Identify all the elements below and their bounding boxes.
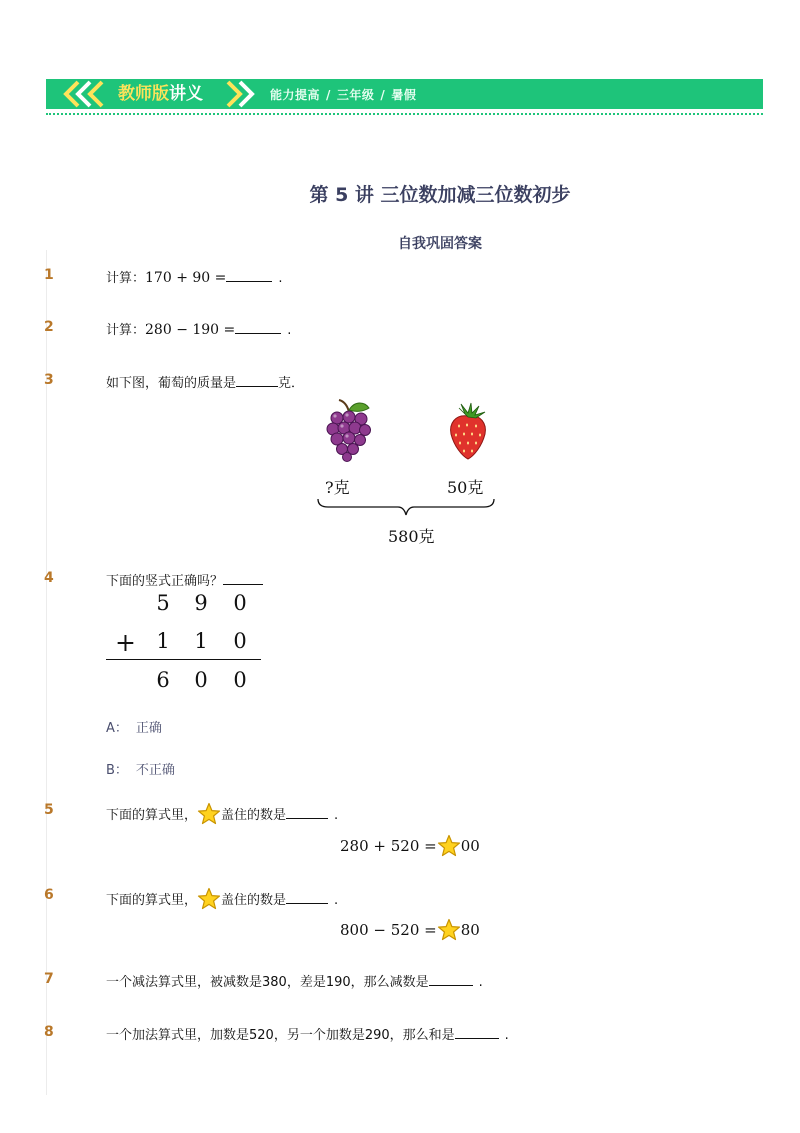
section-title: 自我巩固答案 [398, 236, 482, 252]
question-text-tail: 克． [278, 376, 305, 391]
question-number: 6 [44, 887, 54, 903]
question-suffix: . [334, 808, 339, 823]
star-icon [197, 887, 221, 911]
vertical-digit: 1 [194, 629, 208, 653]
vertical-digit: 0 [233, 629, 247, 653]
equation [340, 918, 480, 942]
page-title: 第 5 讲 三位数加减三位数初步 [309, 184, 571, 206]
question-suffix: . [278, 271, 283, 286]
header-divider [46, 113, 763, 115]
question-text: 一个加法算式里，加数是520，另一个加数是290，那么和是 [106, 1028, 455, 1043]
vertical-sum-line [106, 659, 261, 660]
question-text: 如下图，葡萄的质量是 [106, 376, 237, 391]
question-text: 下面的竖式正确吗？ [106, 574, 224, 589]
star-icon [437, 918, 461, 942]
strawberry-icon [447, 402, 489, 460]
answer-blank [223, 584, 263, 585]
question-text-tail: 盖住的数是 [221, 808, 287, 823]
question-2 [106, 319, 291, 338]
handout-badge [118, 82, 203, 106]
vertical-digit: 0 [194, 668, 208, 692]
question-prefix: 计算： [106, 323, 146, 338]
breadcrumb [270, 86, 416, 103]
answer-blank [286, 903, 328, 904]
vertical-digit: 0 [233, 668, 247, 692]
question-number: 4 [44, 570, 54, 586]
equation-left: 800 − 520 = [340, 921, 437, 939]
breadcrumb-separator: / [326, 88, 331, 102]
total-brace [316, 497, 496, 519]
answer-blank [235, 333, 281, 334]
grapes-icon [325, 398, 373, 462]
answer-blank [236, 386, 278, 387]
answer-blank [455, 1038, 499, 1039]
badge-teacher-edition: 教师版 [118, 84, 169, 104]
choice-b[interactable] [106, 759, 175, 778]
question-number: 3 [44, 372, 54, 388]
question-7 [106, 971, 483, 990]
question-1 [106, 267, 283, 286]
question-suffix: . [478, 975, 483, 990]
chevron-double-left-icon [56, 79, 116, 109]
equation-right: 80 [460, 921, 480, 939]
answer-blank [429, 985, 473, 986]
vertical-operator: + [115, 628, 136, 657]
star-icon [197, 802, 221, 826]
question-suffix: . [287, 323, 292, 338]
total-weight-label: 580克 [388, 527, 435, 546]
question-suffix: . [504, 1028, 509, 1043]
equation-left: 280 + 520 = [340, 837, 437, 855]
question-number: 5 [44, 802, 54, 818]
breadcrumb-separator: / [380, 88, 386, 102]
choice-label: A： [106, 721, 128, 736]
question-3 [106, 372, 304, 391]
strawberry-weight-label: 50克 [447, 478, 484, 497]
question-number: 1 [44, 267, 54, 283]
vertical-digit: 5 [156, 591, 170, 615]
choice-label: B： [106, 763, 128, 778]
breadcrumb-term: 暑假 [391, 88, 417, 102]
question-number: 2 [44, 319, 54, 335]
choice-text: 正确 [135, 721, 162, 736]
question-8 [106, 1024, 509, 1043]
question-text: 一个减法算式里，被减数是380，差是190，那么减数是 [106, 975, 429, 990]
vertical-digit: 6 [156, 668, 170, 692]
question-number: 8 [44, 1024, 54, 1040]
badge-handout: 讲义 [169, 84, 203, 104]
chevron-double-right-icon [222, 79, 262, 109]
question-prefix: 计算： [106, 271, 146, 286]
vertical-digit: 1 [156, 629, 170, 653]
question-4 [106, 570, 263, 589]
equation-right: 00 [460, 837, 480, 855]
star-icon [437, 834, 461, 858]
question-number: 7 [44, 971, 54, 987]
answer-blank [226, 281, 272, 282]
question-expression: 280 − 190 = [145, 322, 236, 338]
question-6 [106, 887, 338, 911]
equation [340, 834, 480, 858]
question-text-tail: 盖住的数是 [221, 893, 287, 908]
choice-a[interactable] [106, 717, 162, 736]
vertical-digit: 9 [194, 591, 208, 615]
question-text: 下面的算式里， [106, 893, 198, 908]
question-text: 下面的算式里， [106, 808, 198, 823]
question-5 [106, 802, 338, 826]
choice-text: 不正确 [135, 763, 175, 778]
answer-blank [286, 818, 328, 819]
vertical-digit: 0 [233, 591, 247, 615]
breadcrumb-grade: 三年级 [336, 88, 375, 102]
grapes-weight-label: ?克 [325, 478, 350, 497]
question-suffix: . [334, 893, 339, 908]
breadcrumb-level: 能力提高 [270, 88, 321, 102]
question-expression: 170 + 90 = [145, 270, 227, 286]
